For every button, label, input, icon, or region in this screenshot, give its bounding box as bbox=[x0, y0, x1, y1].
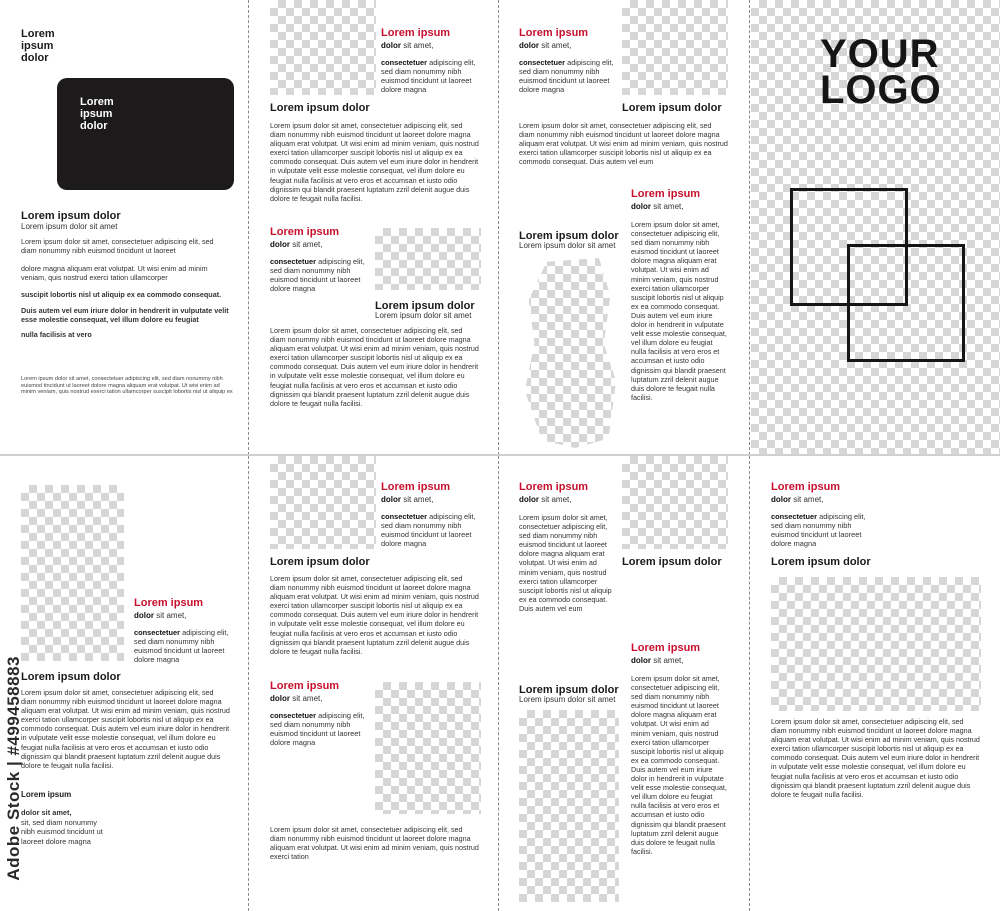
panel-paragraph: Lorem ipsum dolor sit amet, consectetuer adipiscing elit, sed diam nonummy nibh euismod tincidunt ut laoreet dolore magna aliquam erat volutpat. Ut wisi enim ad minim veniam, quis nostrud exerci tation ullamcorper suscipit lobortis nisl ut aliquip ex ea commodo consequat. Duis autem vel eum bbox=[519, 121, 728, 167]
section-title: Lorem ipsum bbox=[134, 597, 204, 609]
watermark-text: Adobe Stock | #499458883 bbox=[4, 656, 23, 881]
section-subtitle: dolor sit amet, bbox=[270, 240, 323, 249]
cover-paragraph: suscipit lobortis nisl ut aliquip ex ea commodo consequat. bbox=[21, 290, 222, 299]
panel-heading: Lorem ipsum dolor bbox=[771, 556, 871, 568]
image-placeholder bbox=[771, 577, 981, 711]
section-subtitle: dolor sit amet, bbox=[381, 495, 434, 504]
panel-paragraph: Lorem ipsum dolor sit amet, consectetuer adipiscing elit, sed diam nonummy nibh euismod tincidunt ut laoreet dolore magna aliquam erat volutpat. Ut wisi enim ad minim veniam, quis nostrud exerci tation ullamcorper suscipit lobortis nisl ut aliquip ex ea commodo consequat. Duis autem vel eum iriure dolor in hendrerit in vulputate velit esse molestie consequat, vel illum dolore eu feugiat nulla facilisis at vero eros et accumsan et iusto odio dignissim qui blandit praesent luptatum zzril delenit augue duis dolore te feugait nulla facilisi. bbox=[270, 121, 479, 203]
cover-heading: Lorem ipsum dolor bbox=[21, 210, 121, 222]
panel-heading: Lorem ipsum dolor bbox=[622, 556, 722, 568]
section-subtitle: dolor sit amet, bbox=[519, 41, 572, 50]
fold-line bbox=[498, 0, 499, 455]
section-subtitle: dolor sit amet, bbox=[134, 611, 187, 620]
section-title: Lorem ipsum bbox=[631, 188, 701, 200]
panel-paragraph: Lorem ipsum dolor sit amet, consectetuer adipiscing elit, sed diam nonummy nibh euismod tincidunt ut laoreet dolore magna aliquam erat volutpat. Ut wisi enim ad minim veniam, quis nostrud exerci tation ullamcorper suscipit lobortis nisl ut aliquip ex ea commodo consequat. Duis autem vel eum iriure dolor in hendrerit in vulputate velit esse molestie consequat, vel illum dolore eu feugiat nulla facilisis at vero eros et accumsan et iusto odio dignissim qui blandit praesent luptatum zzril delenit augue duis dolore te feugait nulla facilisi. bbox=[21, 688, 230, 770]
cover-paragraph: nulla facilisis at vero bbox=[21, 330, 92, 339]
column-paragraph: Lorem ipsum dolor sit amet, consectetuer adipiscing elit, sed diam nonummy nibh euismod tincidunt ut laoreet dolore magna aliquam erat volutpat. Ut wisi enim ad minim veniam, quis nostrud exerci tation ullamcorper suscipit lobortis nisl ut aliquip ex ea commodo consequat. Duis autem vel eum bbox=[519, 513, 612, 613]
panel-heading: Lorem ipsum dolor bbox=[519, 230, 619, 242]
section-title: Lorem ipsum bbox=[631, 642, 701, 654]
cover-paragraph: Duis autem vel eum iriure dolor in hendrerit in vulputate velit esse molestie consequat, vel illum dolore eu feugiat bbox=[21, 306, 229, 325]
cover-title: Lorem ipsum dolor bbox=[21, 28, 55, 64]
panel-subtitle: Lorem ipsum dolor sit amet bbox=[519, 695, 616, 704]
section-title: Lorem ipsum bbox=[381, 27, 451, 39]
section-intro: consectetuer adipiscing elit, sed diam nonummy nibh euismod tincidunt ut laoreet dolore magna bbox=[771, 512, 866, 548]
panel-heading: Lorem ipsum dolor bbox=[270, 102, 370, 114]
cover-paragraph: dolore magna aliquam erat volutpat. Ut wisi enim ad minim veniam, quis nostrud exerci tation ullamcorper bbox=[21, 264, 208, 283]
section-title: Lorem ipsum bbox=[381, 481, 451, 493]
panel-heading: Lorem ipsum dolor bbox=[622, 102, 722, 114]
fold-line bbox=[749, 456, 750, 911]
fold-line bbox=[248, 0, 249, 455]
section-subtitle: dolor sit amet, bbox=[771, 495, 824, 504]
logo-text: LOGO bbox=[820, 68, 942, 112]
image-placeholder bbox=[375, 228, 481, 290]
section-intro: consectetuer adipiscing elit, sed diam nonummy nibh euismod tincidunt ut laoreet dolore magna bbox=[270, 711, 365, 747]
logo-text: YOUR bbox=[820, 32, 940, 76]
cover-subtitle: Lorem ipsum dolor sit amet bbox=[21, 222, 118, 231]
brochure-inside-sheet bbox=[0, 456, 1000, 911]
panel-heading: Lorem ipsum dolor bbox=[519, 684, 619, 696]
section-intro: consectetuer adipiscing elit, sed diam nonummy nibh euismod tincidunt ut laoreet dolore magna bbox=[381, 512, 476, 548]
section-subtitle: dolor sit amet, bbox=[381, 41, 434, 50]
image-placeholder bbox=[523, 258, 618, 448]
column-paragraph: Lorem ipsum dolor sit amet, consectetuer adipiscing elit, sed diam nonummy nibh euismod tincidunt ut laoreet dolore magna aliquam erat volutpat. Ut wisi enim ad minim veniam, quis nostrud exerci tation ullamcorper suscipit lobortis nisl ut aliquip ex ea commodo consequat. Duis autem vel eum iriure dolor in hendrerit in vulputate velit esse molestie consequat, vel illum dolore eu feugiat nulla facilisis at vero eros et accumsan et iusto odio dignissim qui blandit praesent luptatum zzril delenit augue duis dolore te feugait nulla facilisi. bbox=[631, 220, 727, 402]
section-title: Lorem ipsum bbox=[270, 226, 340, 238]
panel-heading: Lorem ipsum dolor bbox=[21, 671, 121, 683]
panel-paragraph: Lorem ipsum dolor sit amet, consectetuer adipiscing elit, sed diam nonummy nibh euismod tincidunt ut laoreet dolore magna aliquam erat volutpat. Ut wisi enim ad minim veniam, quis nostrud exerci tation ullamcorper suscipit lobortis nisl ut aliquip ex ea commodo consequat. Duis autem vel eum iriure dolor in hendrerit in vulputate velit esse molestie consequat, vel illum dolore eu feugiat nulla facilisis at vero eros et accumsan et iusto odio dignissim qui blandit praesent luptatum zzril delenit augue duis dolore te feugait nulla facilisi. bbox=[771, 717, 980, 799]
image-placeholder bbox=[622, 0, 728, 95]
panel-paragraph: Lorem ipsum dolor sit amet, consectetuer adipiscing elit, sed diam nonummy nibh euismod tincidunt ut laoreet dolore magna aliquam erat volutpat. Ut wisi enim ad minim veniam, quis nostrud exerci tation ullamcorper suscipit lobortis nisl ut aliquip ex ea commodo consequat. Duis autem vel eum iriure dolor in hendrerit in vulputate velit esse molestie consequat, vel illum dolore eu feugiat nulla facilisis at vero eros et accumsan et iusto odio dignissim qui blandit praesent luptatum zzril delenit augue duis dolore te feugait nulla facilisi. bbox=[270, 326, 479, 408]
panel-heading: Lorem ipsum dolor bbox=[270, 556, 370, 568]
panel-paragraph: Lorem ipsum dolor sit amet, consectetuer adipiscing elit, sed diam nonummy nibh euismod tincidunt ut laoreet dolore magna aliquam erat volutpat. Ut wisi enim ad minim veniam, quis nostrud exerci tation bbox=[270, 825, 479, 862]
section-intro: consectetuer adipiscing elit, sed diam nonummy nibh euismod tincidunt ut laoreet dolore magna bbox=[270, 257, 365, 293]
cover-box-text: Lorem ipsum dolor bbox=[80, 96, 114, 132]
section-subtitle: dolor sit amet, bbox=[270, 694, 323, 703]
logo-square bbox=[847, 244, 965, 362]
section-subtitle: dolor sit amet, bbox=[631, 656, 684, 665]
fold-line bbox=[498, 456, 499, 911]
image-placeholder bbox=[270, 0, 376, 95]
fold-line bbox=[749, 0, 750, 455]
image-placeholder bbox=[21, 485, 124, 661]
panel-paragraph: Lorem ipsum dolor sit amet, consectetuer adipiscing elit, sed diam nonummy nibh euismod tincidunt ut laoreet dolore magna aliquam erat volutpat. Ut wisi enim ad minim veniam, quis nostrud exerci tation ullamcorper suscipit lobortis nisl ut aliquip ex ea commodo consequat. Duis autem vel eum iriure dolor in hendrerit in vulputate velit esse molestie consequat, vel illum dolore eu feugiat nulla facilisis at vero eros et accumsan et iusto odio dignissim qui blandit praesent luptatum zzril delenit augue duis dolore te feugait nulla facilisi. bbox=[270, 574, 479, 656]
cover-paragraph: Lorem ipsum dolor sit amet, consectetuer adipiscing elit, sed diam nonummy nibh euismod tincidunt ut laoreet bbox=[21, 237, 214, 256]
panel-heading: Lorem ipsum dolor bbox=[375, 300, 475, 312]
image-placeholder bbox=[519, 710, 619, 902]
panel-subtitle: Lorem ipsum dolor sit amet bbox=[519, 241, 616, 250]
section-title: Lorem ipsum bbox=[270, 680, 340, 692]
panel-subtitle: Lorem ipsum dolor sit amet bbox=[375, 311, 472, 320]
section-subtitle: dolor sit amet, bbox=[519, 495, 572, 504]
section-title: Lorem ipsum bbox=[519, 27, 589, 39]
image-placeholder bbox=[375, 682, 481, 814]
section-intro: consectetuer adipiscing elit, sed diam nonummy nibh euismod tincidunt ut laoreet dolore magna bbox=[134, 628, 229, 664]
section-subtitle: dolor sit amet, bbox=[631, 202, 684, 211]
column-paragraph: Lorem ipsum dolor sit amet, consectetuer adipiscing elit, sed diam nonummy nibh euismod tincidunt ut laoreet dolore magna aliquam erat volutpat. Ut wisi enim ad minim veniam, quis nostrud exerci tation ullamcorper suscipit lobortis nisl ut aliquip ex ea commodo consequat. Duis autem vel eum iriure dolor in hendrerit in vulputate velit esse molestie consequat, vel illum dolore eu feugiat nulla facilisis at vero eros et accumsan et iusto odio dignissim qui blandit praesent luptatum zzril delenit augue duis dolore te feugait nulla facilisi. bbox=[631, 674, 727, 856]
section-title: Lorem ipsum bbox=[519, 481, 589, 493]
image-placeholder bbox=[622, 456, 728, 549]
cover-fine-print: Lorem ipsum dolor sit amet, consectetuer adipiscing elit, sed diam nonummy nibh euismod tincidunt ut laoreet dolore magna aliquam erat volutpat. Ut wisi enim ad minim veniam, quis nostrud exerci tation ullamcorper suscipit lobortis nisl ut aliquip ex bbox=[21, 376, 233, 396]
image-placeholder bbox=[270, 456, 376, 549]
section-intro: consectetuer adipiscing elit, sed diam nonummy nibh euismod tincidunt ut laoreet dolore magna bbox=[381, 58, 476, 94]
section-title: Lorem ipsum bbox=[771, 481, 841, 493]
cover-dark-box bbox=[57, 78, 234, 190]
brochure-outside-sheet bbox=[0, 0, 1000, 455]
section-intro: consectetuer adipiscing elit, sed diam nonummy nibh euismod tincidunt ut laoreet dolore magna bbox=[519, 58, 614, 94]
fold-line bbox=[248, 456, 249, 911]
section-title: Lorem ipsum bbox=[21, 790, 72, 799]
section-intro: dolor sit amet, sit, sed diam nonummy nibh euismod tincidunt ut laoreet dolore magna bbox=[21, 808, 103, 846]
